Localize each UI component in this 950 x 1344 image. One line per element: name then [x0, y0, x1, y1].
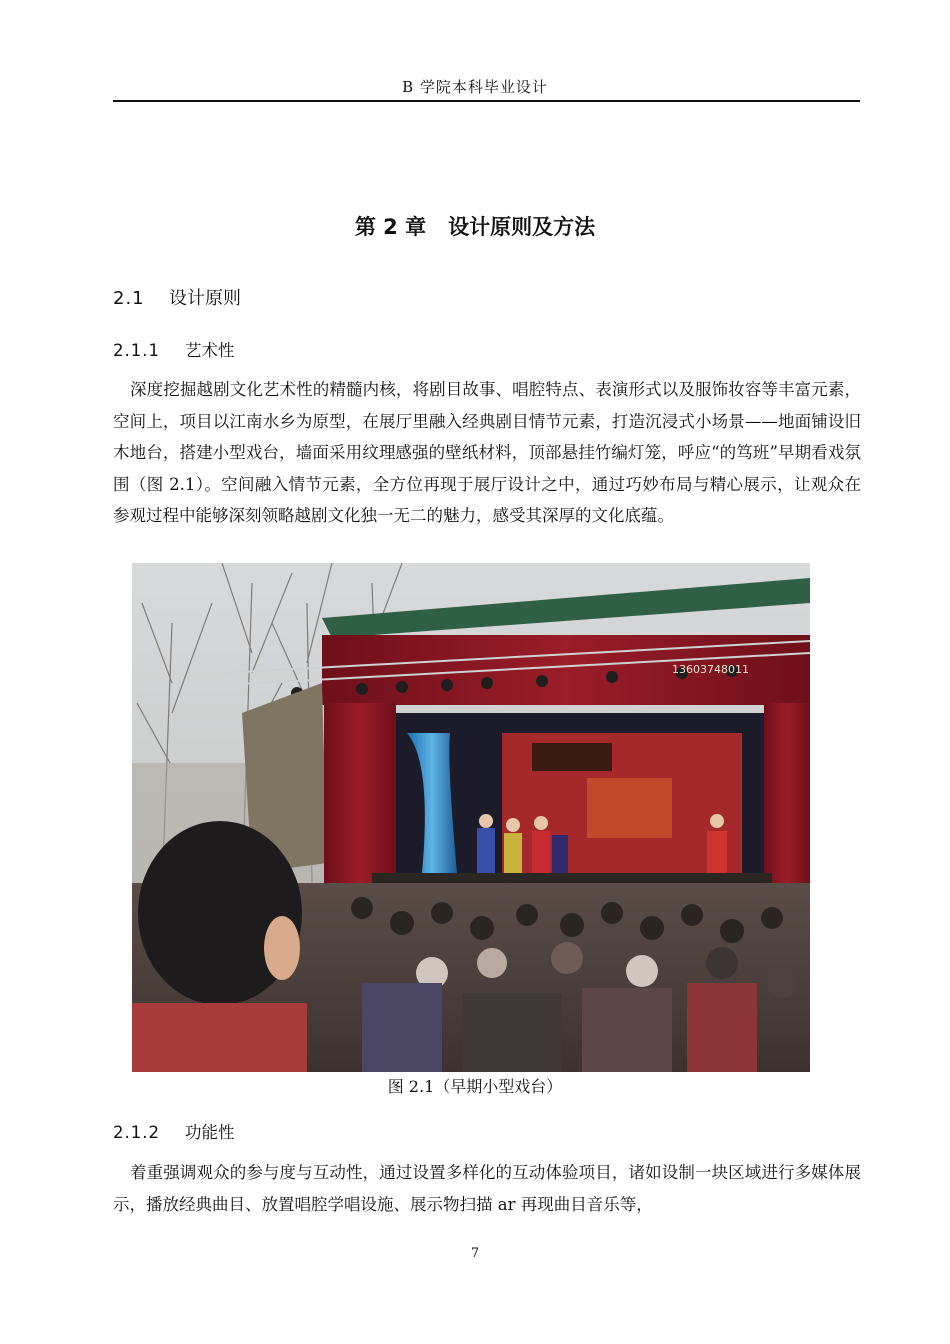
subsection-title: 功能性	[185, 1123, 235, 1142]
stage-photo	[132, 563, 810, 1072]
subsection-heading	[113, 337, 235, 361]
section-title: 设计原则	[169, 288, 241, 309]
section-number: 2.1	[113, 288, 145, 309]
page-number: 7	[470, 1246, 480, 1261]
header-rule	[113, 100, 860, 102]
running-header: B 学院本科毕业设计	[402, 78, 548, 96]
paragraph: 深度挖掘越剧文化艺术性的精髓内核，将剧目故事、唱腔特点、表演形式以及服饰妆容等丰富元素，空间上，项目以江南水乡为原型，在展厅里融入经典剧目情节元素，打造沉浸式小场景——地面铺设旧木地台，搭建小型戏台，墙面采用纹理感强的壁纸材料，顶部悬挂竹编灯笼，呼应“的笃班”早期看戏氛围（图 2.1）。空间融入情节元素，全方位再现于展厅设计之中，通过巧妙布局与精心展示，让观众在参观过程中能够深刻领略越剧文化独一无二的魅力，感受其深厚的文化底蕴。	[113, 380, 861, 525]
figure-caption: 图 2.1（早期小型戏台）	[387, 1077, 563, 1096]
chapter-title: 设计原则及方法	[448, 215, 596, 239]
subsection-heading	[113, 1119, 235, 1143]
chapter-number: 第 2 章	[354, 215, 427, 239]
paragraph: 着重强调观众的参与度与互动性，通过设置多样化的互动体验项目，诸如设制一块区域进行多媒体展示，播放经典曲目、放置唱腔学唱设施、展示物扫描 ar 再现曲目音乐等，	[113, 1163, 861, 1214]
subsection-number: 2.1.2	[113, 1123, 160, 1142]
chapter-heading	[0, 211, 950, 241]
section-heading	[113, 284, 241, 310]
subsection-number: 2.1.1	[113, 341, 160, 360]
subsection-title: 艺术性	[185, 341, 235, 360]
stage-phone-text: 13603748011	[672, 663, 749, 676]
